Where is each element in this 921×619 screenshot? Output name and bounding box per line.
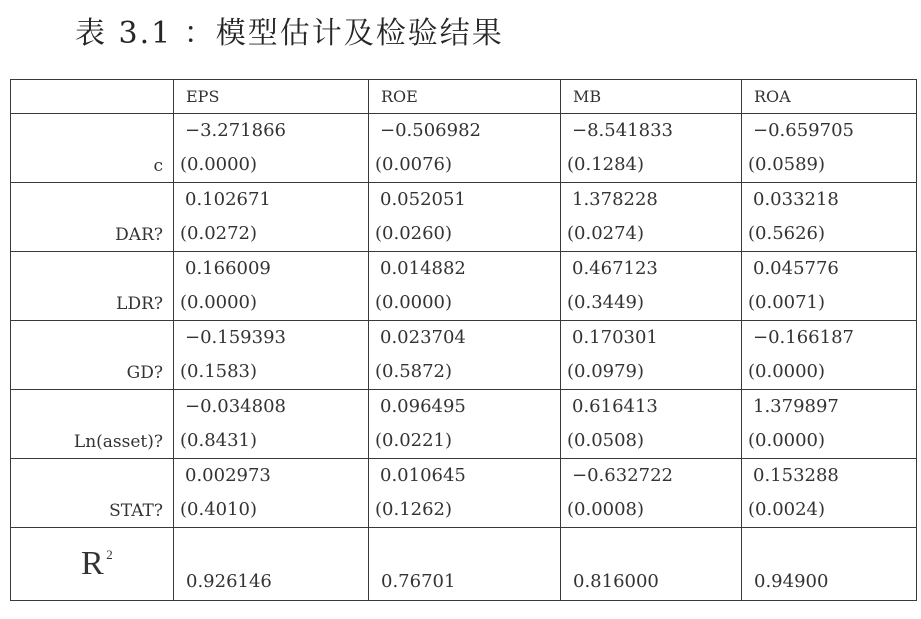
- coefficient-value: 0.010645: [380, 465, 466, 486]
- row-label: LDR?: [11, 252, 174, 321]
- coefficient-value: 1.379897: [753, 396, 839, 417]
- p-value: (0.0272): [180, 223, 258, 244]
- p-value: (0.0000): [375, 292, 453, 313]
- p-value: (0.0221): [375, 430, 453, 451]
- coefficient-value: 0.170301: [572, 327, 658, 348]
- table-cell: [174, 114, 369, 183]
- coefficient-value: 1.378228: [572, 189, 658, 210]
- table-cell: [561, 390, 742, 459]
- p-value: (0.5626): [748, 223, 826, 244]
- p-value: (0.0024): [748, 499, 826, 520]
- table-cell: [369, 252, 561, 321]
- table-cell: [174, 183, 369, 252]
- coefficient-value: −0.159393: [185, 327, 286, 348]
- table-cell: [561, 321, 742, 390]
- coefficient-value: 0.467123: [572, 258, 658, 279]
- coefficient-value: −0.632722: [572, 465, 673, 486]
- p-value: (0.3449): [567, 292, 645, 313]
- p-value: (0.0589): [748, 154, 826, 175]
- coefficient-value: 0.096495: [380, 396, 466, 417]
- r-squared-value: 0.926146: [186, 571, 272, 592]
- table-cell: [369, 183, 561, 252]
- p-value: (0.0000): [748, 430, 826, 451]
- p-value: (0.5872): [375, 361, 453, 382]
- p-value: (0.0000): [180, 154, 258, 175]
- table-cell: [174, 390, 369, 459]
- r-squared-symbol: R 2: [81, 545, 113, 582]
- table-cell: [174, 321, 369, 390]
- p-value: (0.0076): [375, 154, 453, 175]
- table-row: [11, 114, 917, 183]
- table-cell: [742, 321, 917, 390]
- coefficient-value: 0.616413: [572, 396, 658, 417]
- column-header-roa: ROA: [742, 80, 917, 114]
- table-cell: [174, 528, 369, 601]
- r-squared-label: [11, 528, 174, 601]
- table-row: [11, 183, 917, 252]
- p-value: (0.1262): [375, 499, 453, 520]
- table-cell: [174, 252, 369, 321]
- p-value: (0.0071): [748, 292, 826, 313]
- table-row: [11, 252, 917, 321]
- row-label: Ln(asset)?: [11, 390, 174, 459]
- column-header-eps: EPS: [174, 80, 369, 114]
- coefficient-value: 0.023704: [380, 327, 466, 348]
- table-cell: [369, 390, 561, 459]
- row-label: STAT?: [11, 459, 174, 528]
- table-cell: [742, 183, 917, 252]
- table-cell: [369, 321, 561, 390]
- p-value: (0.0000): [748, 361, 826, 382]
- p-value: (0.0008): [567, 499, 645, 520]
- p-value: (0.1583): [180, 361, 258, 382]
- p-value: (0.0260): [375, 223, 453, 244]
- table-cell: [742, 252, 917, 321]
- column-header-mb: MB: [561, 80, 742, 114]
- results-table: [10, 79, 917, 601]
- p-value: (0.0508): [567, 430, 645, 451]
- table-row: [11, 390, 917, 459]
- table-cell: [561, 528, 742, 601]
- r-squared-value: 0.76701: [381, 571, 456, 592]
- table-cell: [742, 390, 917, 459]
- table-cell: [561, 459, 742, 528]
- coefficient-value: 0.033218: [753, 189, 839, 210]
- p-value: (0.4010): [180, 499, 258, 520]
- table-cell: [742, 459, 917, 528]
- table-cell: [561, 114, 742, 183]
- table-row: [11, 321, 917, 390]
- coefficient-value: 0.052051: [380, 189, 466, 210]
- r-squared-row: [11, 528, 917, 601]
- table-cell: [174, 459, 369, 528]
- coefficient-value: 0.014882: [380, 258, 466, 279]
- r-squared-value: 0.816000: [573, 571, 659, 592]
- table-caption: 表 3.1 ：模型估计及检验结果: [75, 16, 504, 51]
- column-header-roe: ROE: [369, 80, 561, 114]
- p-value: (0.8431): [180, 430, 258, 451]
- coefficient-value: −0.166187: [753, 327, 854, 348]
- table-cell: [742, 528, 917, 601]
- p-value: (0.0000): [180, 292, 258, 313]
- p-value: (0.0979): [567, 361, 645, 382]
- coefficient-value: −0.506982: [380, 120, 481, 141]
- table-header-row: [11, 80, 917, 114]
- p-value: (0.1284): [567, 154, 645, 175]
- table-cell: [369, 114, 561, 183]
- coefficient-value: 0.166009: [185, 258, 271, 279]
- p-value: (0.0274): [567, 223, 645, 244]
- table-cell: [561, 252, 742, 321]
- row-label: GD?: [11, 321, 174, 390]
- table-row: [11, 459, 917, 528]
- coefficient-value: 0.153288: [753, 465, 839, 486]
- coefficient-value: −8.541833: [572, 120, 673, 141]
- coefficient-value: 0.045776: [753, 258, 839, 279]
- coefficient-value: 0.102671: [185, 189, 271, 210]
- coefficient-value: −0.659705: [753, 120, 854, 141]
- table-cell: [369, 528, 561, 601]
- r-squared-value: 0.94900: [754, 571, 829, 592]
- table-cell: [561, 183, 742, 252]
- row-label: c: [11, 114, 174, 183]
- coefficient-value: −0.034808: [185, 396, 286, 417]
- row-label: DAR?: [11, 183, 174, 252]
- header-corner-cell: [11, 80, 174, 114]
- coefficient-value: 0.002973: [185, 465, 271, 486]
- table-cell: [742, 114, 917, 183]
- coefficient-value: −3.271866: [185, 120, 286, 141]
- table-cell: [369, 459, 561, 528]
